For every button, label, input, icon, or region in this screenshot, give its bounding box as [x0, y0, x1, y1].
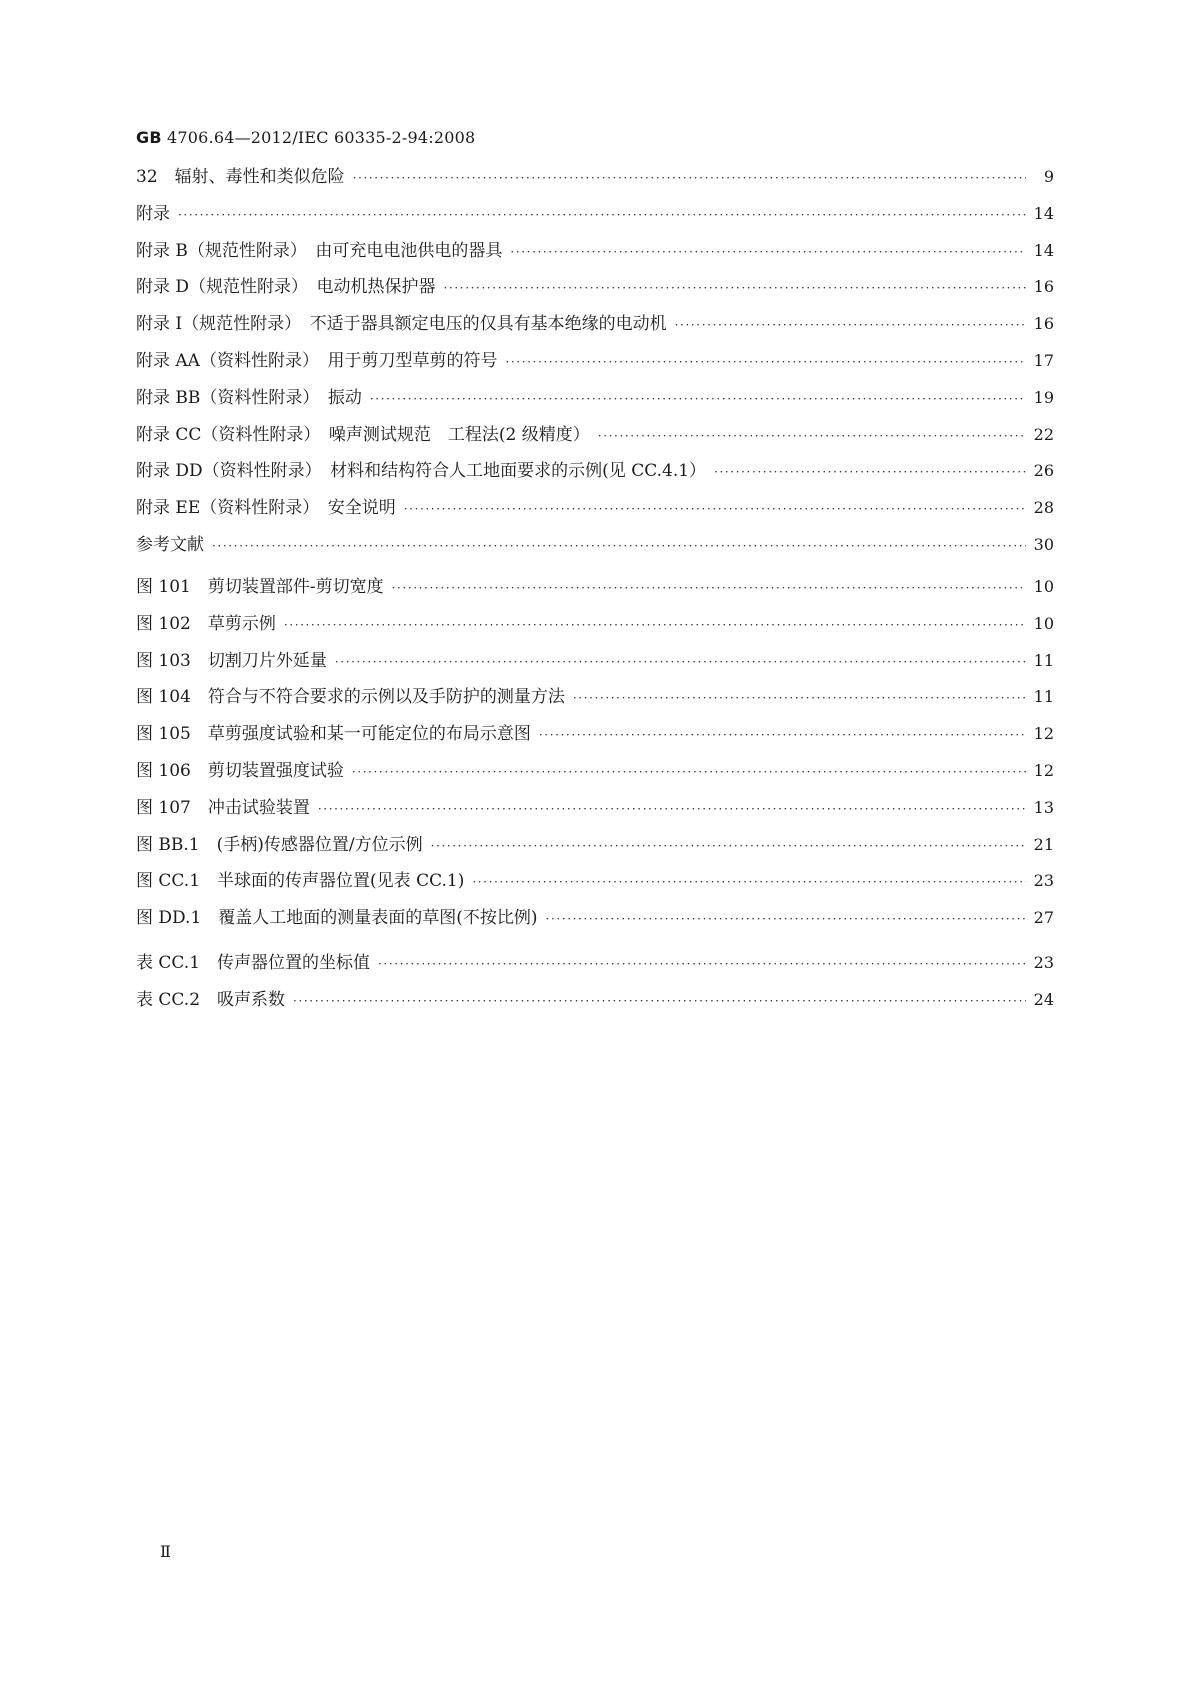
toc-entry-label: 附录 B（规范性附录） 由可充电电池供电的器具	[136, 240, 503, 261]
toc-entry-label: 图 DD.1 覆盖人工地面的测量表面的草图(不按比例)	[136, 908, 538, 929]
toc-leader-dots	[318, 802, 1026, 816]
toc-entry-label: 附录 EE（资料性附录） 安全说明	[136, 498, 396, 519]
toc-entry-page: 23	[1033, 953, 1054, 972]
toc-leader-dots	[392, 581, 1026, 595]
toc-entry[interactable]	[136, 830, 1054, 867]
page-number: Ⅱ	[160, 1542, 171, 1561]
toc-entry[interactable]	[136, 236, 1054, 273]
toc-entry-page: 24	[1033, 989, 1054, 1009]
toc-entry-page: 16	[1033, 277, 1054, 297]
toc-entry-page: 10	[1033, 577, 1054, 596]
toc-entry-page: 30	[1033, 534, 1054, 554]
toc-entry-page: 22	[1033, 424, 1054, 444]
toc-entry[interactable]	[136, 420, 1054, 457]
toc-entry-label: 图 BB.1 (手柄)传感器位置/方位示例	[136, 834, 423, 855]
toc-entry-page: 28	[1033, 498, 1054, 518]
toc-entry[interactable]	[136, 682, 1054, 719]
toc-leader-dots	[546, 912, 1026, 926]
toc-entry[interactable]	[136, 383, 1054, 420]
toc-entry[interactable]	[136, 719, 1054, 756]
toc-entry-page: 14	[1033, 203, 1054, 223]
toc-entry-label: 32 辐射、毒性和类似危险	[136, 167, 345, 187]
toc-entry-label: 附录 DD（资料性附录） 材料和结构符合人工地面要求的示例(见 CC.4.1）	[136, 461, 707, 482]
toc-entry-label: 附录 BB（资料性附录） 振动	[136, 387, 362, 408]
toc-entry-label: 附录 D（规范性附录） 电动机热保护器	[136, 277, 436, 298]
toc-entry-page: 11	[1033, 687, 1054, 707]
toc-leader-dots	[370, 392, 1026, 406]
toc-entry-page: 27	[1033, 908, 1054, 928]
toc-entry-page: 16	[1033, 314, 1054, 334]
toc-main-list	[136, 162, 1054, 567]
toc-leader-dots	[598, 429, 1026, 443]
toc-entry[interactable]	[136, 456, 1054, 493]
toc-leader-dots	[505, 355, 1026, 369]
toc-leader-dots	[378, 957, 1026, 971]
toc-tables-list	[136, 948, 1054, 1022]
toc-entry-page: 21	[1033, 834, 1054, 854]
toc-entry-page: 19	[1033, 387, 1054, 407]
toc-leader-dots	[335, 655, 1026, 669]
toc-leader-dots	[539, 728, 1026, 742]
toc-entry-label: 图 103 切割刀片外延量	[136, 650, 327, 671]
toc-entry-label: 附录 I（规范性附录） 不适于器具额定电压的仅具有基本绝缘的电动机	[136, 314, 667, 335]
toc-entry[interactable]	[136, 272, 1054, 309]
toc-entry[interactable]	[136, 572, 1054, 609]
toc-entry-label: 图 104 符合与不符合要求的示例以及手防护的测量方法	[136, 687, 565, 708]
toc-leader-dots	[293, 994, 1026, 1008]
toc-leader-dots	[353, 171, 1026, 185]
toc-leader-dots	[675, 318, 1026, 332]
document-header	[136, 128, 475, 147]
toc-entry[interactable]	[136, 199, 1054, 236]
toc-entry-label: 表 CC.1 传声器位置的坐标值	[136, 953, 371, 973]
toc-entry[interactable]	[136, 346, 1054, 383]
toc-entry-label: 参考文献	[136, 534, 204, 555]
toc-entry[interactable]	[136, 866, 1054, 903]
toc-leader-dots	[404, 502, 1026, 516]
toc-entry[interactable]	[136, 793, 1054, 830]
toc-entry-page: 13	[1033, 797, 1054, 817]
toc-leader-dots	[178, 208, 1026, 222]
toc-entry-label: 表 CC.2 吸声系数	[136, 989, 286, 1010]
toc-entry[interactable]	[136, 903, 1054, 940]
toc-entry-page: 12	[1033, 760, 1054, 780]
toc-leader-dots	[472, 875, 1026, 889]
toc-leader-dots	[714, 465, 1026, 479]
toc-entry[interactable]	[136, 948, 1054, 985]
toc-entry[interactable]	[136, 646, 1054, 683]
toc-entry-page: 26	[1033, 461, 1054, 481]
toc-entry[interactable]	[136, 162, 1054, 199]
toc-entry[interactable]	[136, 985, 1054, 1022]
toc-entry[interactable]	[136, 609, 1054, 646]
toc-leader-dots	[352, 765, 1026, 779]
toc-entry-page: 9	[1043, 167, 1054, 186]
toc-entry-label: 图 CC.1 半球面的传声器位置(见表 CC.1)	[136, 871, 465, 892]
standard-number: 4706.64—2012/IEC 60335-2-94:2008	[167, 128, 476, 147]
toc-leader-dots	[431, 839, 1026, 853]
toc-figures-list	[136, 572, 1054, 940]
toc-entry-label: 附录 AA（资料性附录） 用于剪刀型草剪的符号	[136, 350, 498, 371]
toc-entry[interactable]	[136, 756, 1054, 793]
toc-entry[interactable]	[136, 493, 1054, 530]
toc-entry-label: 附录 CC（资料性附录） 噪声测试规范 工程法(2 级精度）	[136, 424, 590, 445]
toc-entry-label: 图 102 草剪示例	[136, 613, 276, 634]
toc-entry-page: 14	[1033, 240, 1054, 260]
toc-entry-label: 图 106 剪切装置强度试验	[136, 760, 344, 781]
toc-entry-label: 图 107 冲击试验装置	[136, 797, 310, 818]
toc-entry-label: 图 105 草剪强度试验和某一可能定位的布局示意图	[136, 724, 531, 745]
toc-leader-dots	[510, 245, 1026, 259]
toc-leader-dots	[212, 539, 1026, 553]
toc-entry-page: 12	[1033, 724, 1054, 744]
toc-entry-label: 附录	[136, 203, 170, 224]
toc-entry[interactable]	[136, 530, 1054, 567]
toc-entry-page: 23	[1033, 871, 1054, 891]
toc-entry-page: 10	[1033, 613, 1054, 633]
toc-leader-dots	[284, 618, 1026, 632]
toc-leader-dots	[444, 281, 1026, 295]
toc-leader-dots	[573, 691, 1026, 705]
standard-prefix: GB	[136, 128, 162, 147]
toc-entry-page: 17	[1033, 350, 1054, 370]
toc-entry-label: 图 101 剪切装置部件-剪切宽度	[136, 577, 384, 597]
toc-entry-page: 11	[1033, 650, 1054, 670]
toc-entry[interactable]	[136, 309, 1054, 346]
